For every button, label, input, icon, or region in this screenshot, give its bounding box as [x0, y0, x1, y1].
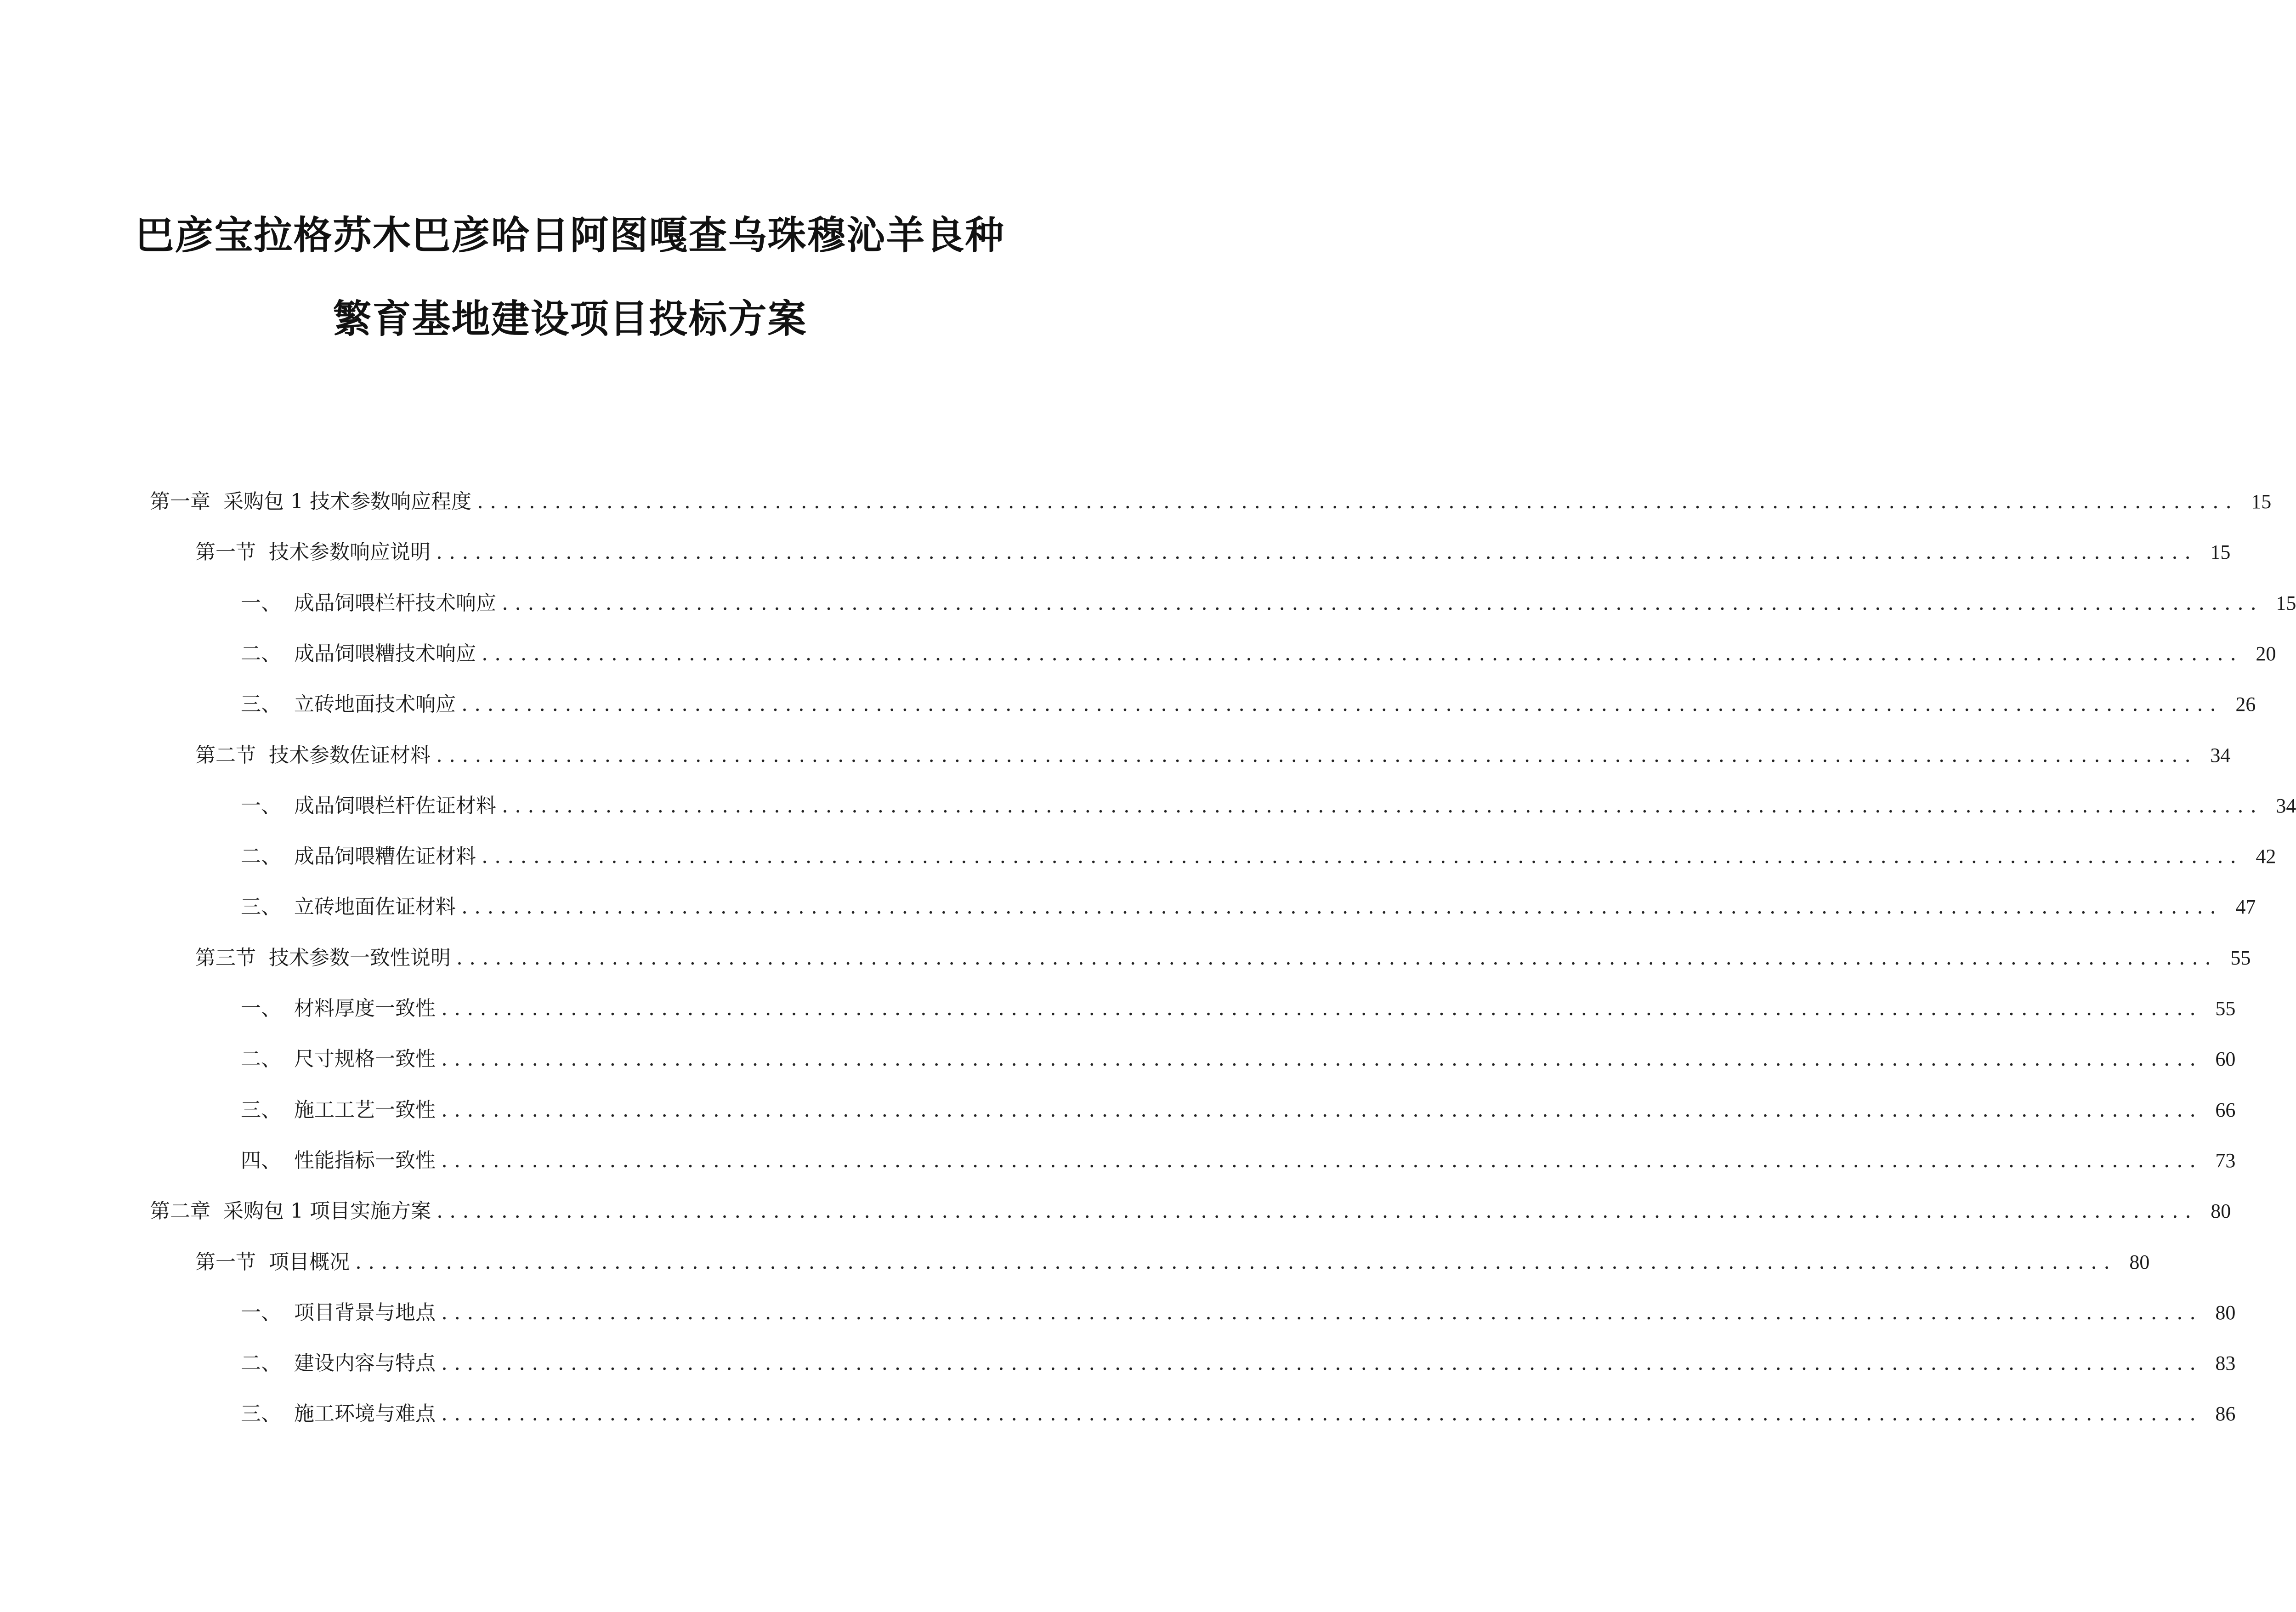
- toc-entry[interactable]: [241, 792, 2296, 820]
- document-title: [0, 213, 1140, 341]
- toc-entry[interactable]: [195, 742, 2231, 769]
- toc-dot-leader: ........................................................................................................................................: [441, 1047, 2203, 1071]
- toc-entry[interactable]: [195, 944, 2251, 972]
- toc-entry-label: 二、 建设内容与特点: [241, 1351, 436, 1375]
- toc-dot-leader: ........................................................................................................................................: [481, 845, 2243, 868]
- toc-entry-label: 二、 成品饲喂糟技术响应: [241, 641, 476, 665]
- toc-entry[interactable]: [241, 590, 2296, 617]
- toc-entry-label: 三、 施工环境与难点: [241, 1402, 436, 1426]
- toc-dot-leader: ........................................................................................................................................: [441, 1098, 2203, 1122]
- toc-entry-label: 一、 材料厚度一致性: [241, 997, 436, 1020]
- toc-entry-label: 第三节 技术参数一致性说明: [195, 946, 451, 970]
- toc-page-number: 80: [2129, 1250, 2150, 1273]
- toc-entry-label: 二、 尺寸规格一致性: [241, 1047, 436, 1071]
- toc-entry-label: 四、 性能指标一致性: [241, 1148, 436, 1172]
- toc-page-number: 83: [2215, 1352, 2236, 1375]
- toc-page-number: 80: [2211, 1200, 2231, 1223]
- toc-page-number: 42: [2256, 845, 2276, 868]
- toc-dot-leader: ........................................................................................................................................: [436, 1199, 2198, 1223]
- toc-dot-leader: ........................................................................................................................................: [481, 641, 2243, 665]
- toc-entry-label: 第一节 技术参数响应说明: [195, 540, 431, 564]
- toc-page-number: 60: [2215, 1048, 2236, 1071]
- toc-entry[interactable]: [241, 843, 2276, 870]
- toc-entry[interactable]: [150, 1198, 2231, 1225]
- toc-entry[interactable]: [241, 1147, 2236, 1175]
- toc-page-number: 20: [2256, 642, 2276, 665]
- toc-page-number: 15: [2210, 541, 2231, 564]
- toc-page-number: 86: [2215, 1402, 2236, 1425]
- toc-dot-leader: ........................................................................................................................................: [441, 1148, 2203, 1172]
- toc-page-number: 55: [2215, 997, 2236, 1020]
- toc-dot-leader: ........................................................................................................................................: [436, 540, 2198, 564]
- toc-entry-label: 第一章 采购包 1 技术参数响应程度: [150, 490, 471, 513]
- toc-entry-label: 第一节 项目概况: [195, 1250, 350, 1274]
- toc-entry[interactable]: [241, 995, 2236, 1022]
- toc-page-number: 66: [2215, 1098, 2236, 1121]
- toc-entry[interactable]: [241, 640, 2276, 668]
- toc-dot-leader: ........................................................................................................................................: [441, 1300, 2203, 1324]
- toc-dot-leader: ........................................................................................................................................: [355, 1250, 2117, 1274]
- toc-dot-leader: ........................................................................................................................................: [436, 743, 2198, 767]
- toc-page-number: 73: [2215, 1149, 2236, 1172]
- toc-page-number: 34: [2276, 794, 2296, 817]
- toc-entry[interactable]: [241, 1400, 2236, 1428]
- toc-entry-label: 二、 成品饲喂糟佐证材料: [241, 845, 476, 868]
- toc-dot-leader: ........................................................................................................................................: [461, 692, 2223, 716]
- toc-dot-leader: ........................................................................................................................................: [501, 794, 2263, 817]
- toc-page-number: 26: [2235, 693, 2256, 716]
- toc-entry[interactable]: [241, 1096, 2236, 1124]
- title-line-2: 繁育基地建设项目投标方案: [333, 296, 807, 341]
- toc-entry-label: 第二章 采购包 1 项目实施方案: [150, 1199, 431, 1223]
- toc-dot-leader: ........................................................................................................................................: [461, 895, 2223, 919]
- toc-page-number: 34: [2210, 744, 2231, 766]
- toc-entry-label: 三、 立砖地面技术响应: [241, 692, 456, 716]
- toc-entry-label: 一、 成品饲喂栏杆佐证材料: [241, 794, 496, 817]
- toc-entry[interactable]: [195, 539, 2231, 566]
- toc-entry-label: 三、 施工工艺一致性: [241, 1098, 436, 1122]
- toc-entry-label: 一、 成品饲喂栏杆技术响应: [241, 591, 496, 615]
- toc-entry[interactable]: [150, 488, 2272, 516]
- toc-page-number: 55: [2230, 946, 2251, 969]
- toc-entry[interactable]: [241, 893, 2256, 921]
- toc-page-number: 15: [2276, 591, 2296, 614]
- toc-entry[interactable]: [241, 691, 2256, 718]
- toc-entry[interactable]: [241, 1045, 2236, 1073]
- toc-entry-label: 一、 项目背景与地点: [241, 1300, 436, 1324]
- toc-dot-leader: ........................................................................................................................................: [441, 1351, 2203, 1375]
- toc-entry[interactable]: [195, 1249, 2150, 1276]
- toc-page-number: 15: [2251, 490, 2272, 513]
- toc-dot-leader: ........................................................................................................................................: [501, 591, 2263, 615]
- toc-entry-label: 三、 立砖地面佐证材料: [241, 895, 456, 919]
- title-line-1: 巴彦宝拉格苏木巴彦哈日阿图嘎查乌珠穆沁羊良种: [135, 213, 1005, 258]
- toc-page-number: 47: [2235, 896, 2256, 919]
- toc-entry[interactable]: [241, 1350, 2236, 1377]
- toc-dot-leader: ........................................................................................................................................: [476, 490, 2239, 513]
- toc-entry[interactable]: [241, 1299, 2236, 1327]
- toc-dot-leader: ........................................................................................................................................: [456, 946, 2218, 970]
- toc-page-number: 80: [2215, 1301, 2236, 1324]
- toc-entry-label: 第二节 技术参数佐证材料: [195, 743, 431, 767]
- toc-dot-leader: ........................................................................................................................................: [441, 1402, 2203, 1426]
- toc-dot-leader: ........................................................................................................................................: [441, 997, 2203, 1020]
